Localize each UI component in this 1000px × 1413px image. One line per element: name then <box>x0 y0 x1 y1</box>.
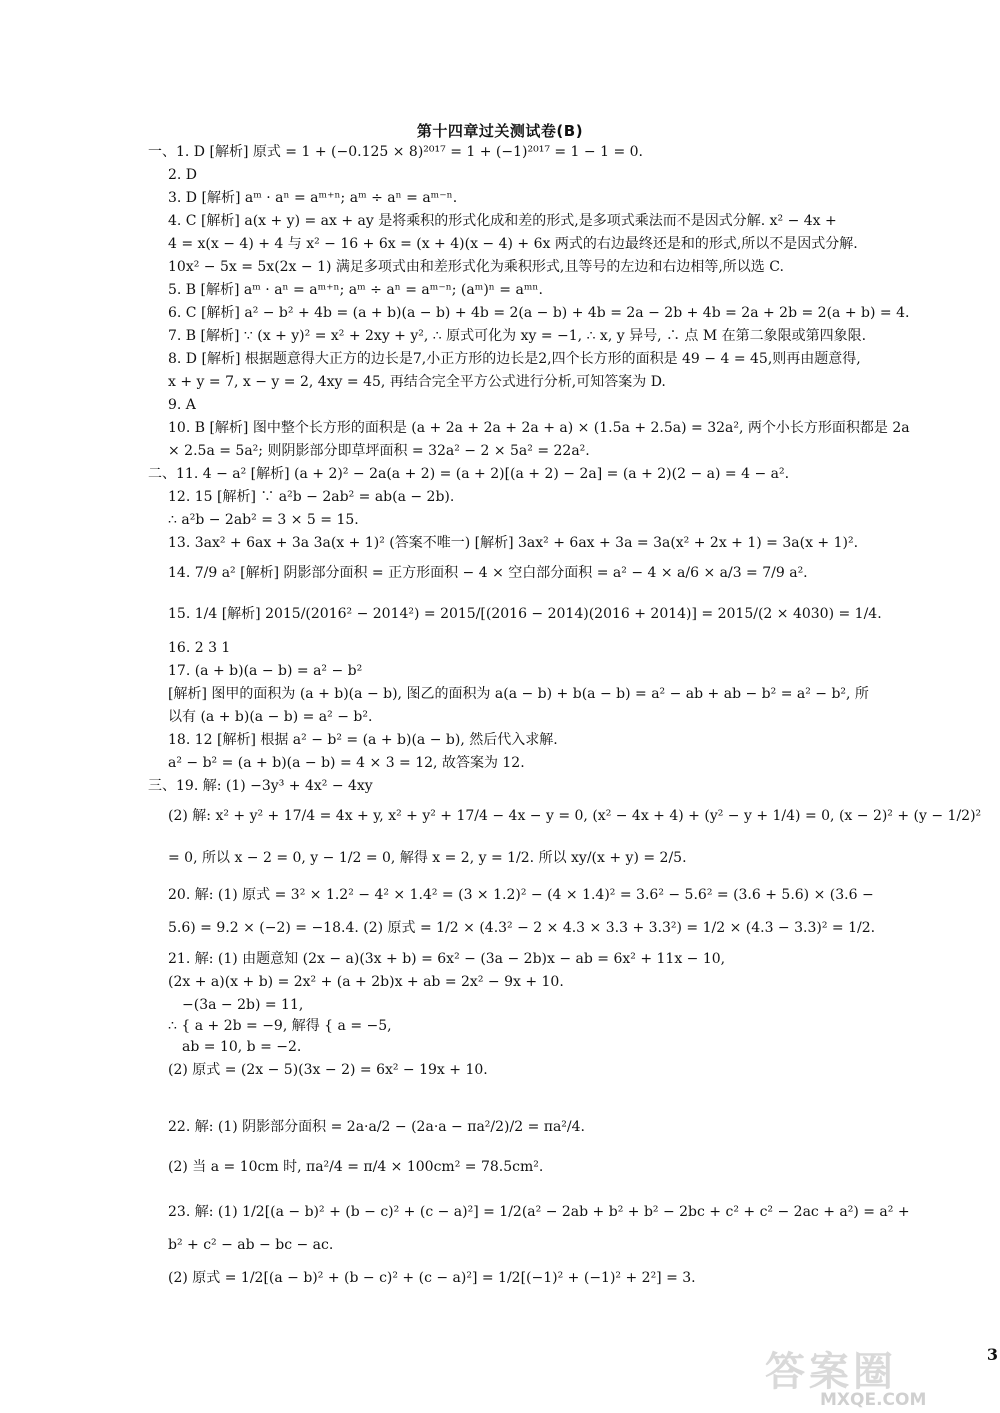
answer-line: 15. 1/4 [解析] 2015/(2016² − 2014²) = 2015/[(2016 − 2014)(2016 + 2014)] = 2015/(2 × 4030) = 1/4. <box>168 606 882 622</box>
answer-line: 18. 12 [解析] 根据 a² − b² = (a + b)(a − b), 然后代入求解. <box>168 732 558 748</box>
answer-line: a² − b² = (a + b)(a − b) = 4 × 3 = 12, 故答案为 12. <box>168 755 525 771</box>
answer-line: [解析] 图甲的面积为 (a + b)(a − b), 图乙的面积为 a(a − b) + b(a − b) = a² − ab + ab − b² = a² − b², 所 <box>168 686 869 702</box>
answer-line: 5.6) = 9.2 × (−2) = −18.4. (2) 原式 = 1/2 × (4.3² − 2 × 4.3 × 3.3 + 3.3²) = 1/2 × (4.3 − 3.3)² = 1/2. <box>168 920 876 936</box>
answer-line: 5. B [解析] aᵐ · aⁿ = aᵐ⁺ⁿ; aᵐ ÷ aⁿ = aᵐ⁻ⁿ; (aᵐ)ⁿ = aᵐⁿ. <box>168 282 543 298</box>
answer-line: 14. 7/9 a² [解析] 阴影部分面积 = 正方形面积 − 4 × 空白部分面积 = a² − 4 × a/6 × a/3 = 7/9 a². <box>168 565 808 581</box>
answer-line: (2x + a)(x + b) = 2x² + (a + 2b)x + ab = 2x² − 9x + 10. <box>168 974 564 990</box>
answer-line: 2. D <box>168 167 198 183</box>
answer-line: 22. 解: (1) 阴影部分面积 = 2a·a/2 − (2a·a − πa²/2)/2 = πa²/4. <box>168 1119 585 1135</box>
answer-line: = 0, 所以 x − 2 = 0, y − 1/2 = 0, 解得 x = 2, y = 1/2. 所以 xy/(x + y) = 2/5. <box>168 850 687 866</box>
answer-line: ab = 10, b = −2. <box>182 1039 302 1055</box>
answer-line: 4. C [解析] a(x + y) = ax + ay 是将乘积的形式化成和差的形式,是多项式乘法而不是因式分解. x² − 4x + <box>168 213 837 229</box>
watermark <box>735 1340 985 1410</box>
answer-line: 8. D [解析] 根据题意得大正方的边长是7,小正方形的边长是2,四个长方形的面积是 49 − 4 = 45,则再由题意得, <box>168 351 861 367</box>
watermark-logo: 答案圈 <box>765 1349 897 1395</box>
answer-line: 6. C [解析] a² − b² + 4b = (a + b)(a − b) + 4b = 2(a − b) + 4b = 2a − 2b + 4b = 2a + 2b = 2(a + b) = 4. <box>168 305 910 321</box>
answer-line: 20. 解: (1) 原式 = 3² × 1.2² − 4² × 1.4² = (3 × 1.2)² − (4 × 1.4)² = 3.6² − 5.6² = (3.6 + 5.6) × (3.6 − <box>168 887 874 903</box>
answer-line: 21. 解: (1) 由题意知 (2x − a)(3x + b) = 6x² − (3a − 2b)x − ab = 6x² + 11x − 10, <box>168 951 726 967</box>
answer-line: 9. A <box>168 397 196 413</box>
answer-line: 二、11. 4 − a² [解析] (a + 2)² − 2a(a + 2) = (a + 2)[(a + 2) − 2a] = (a + 2)(2 − a) = 4 − a². <box>148 466 790 482</box>
answer-line: 13. 3ax² + 6ax + 3a 3a(x + 1)² (答案不唯一) [解析] 3ax² + 6ax + 3a = 3a(x² + 2x + 1) = 3a(x + 1)². <box>168 535 859 551</box>
answer-line: 一、1. D [解析] 原式 = 1 + (−0.125 × 8)²⁰¹⁷ = 1 + (−1)²⁰¹⁷ = 1 − 1 = 0. <box>148 144 643 160</box>
answer-line: 10x² − 5x = 5x(2x − 1) 满足多项式由和差形式化为乘积形式,且等号的左边和右边相等,所以选 C. <box>168 259 784 275</box>
answer-line: × 2.5a = 5a²; 则阴影部分即草坪面积 = 32a² − 2 × 5a² = 22a². <box>168 443 590 459</box>
answer-line: (2) 解: x² + y² + 17/4 = 4x + y, x² + y² + 17/4 − 4x − y = 0, (x² − 4x + 4) + (y² − y + 1/4) = 0, (x − 2)² + (y − 1/2)² <box>168 808 982 824</box>
answer-line: −(3a − 2b) = 11, <box>182 997 304 1013</box>
answer-line: 23. 解: (1) 1/2[(a − b)² + (b − c)² + (c − a)²] = 1/2(a² − 2ab + b² + b² − 2bc + c² + c² − 2ac + a²) = a² + <box>168 1204 910 1220</box>
answer-line: ∴ a²b − 2ab² = 3 × 5 = 15. <box>168 512 359 528</box>
answer-line: 4 = x(x − 4) + 4 与 x² − 16 + 6x = (x + 4)(x − 4) + 6x 两式的右边最终还是和的形式,所以不是因式分解. <box>168 236 858 252</box>
page-number: 3 <box>986 1345 998 1364</box>
answer-line: b² + c² − ab − bc − ac. <box>168 1237 334 1253</box>
answer-line: 12. 15 [解析] ∵ a²b − 2ab² = ab(a − 2b). <box>168 489 455 505</box>
answer-line: (2) 原式 = 1/2[(a − b)² + (b − c)² + (c − a)²] = 1/2[(−1)² + (−1)² + 2²] = 3. <box>168 1270 696 1286</box>
answer-line: 17. (a + b)(a − b) = a² − b² <box>168 663 363 679</box>
answer-line: 10. B [解析] 图中整个长方形的面积是 (a + 2a + 2a + 2a + a) × (1.5a + 2.5a) = 32a², 两个小长方形面积都是 2a <box>168 420 910 436</box>
answer-line: (2) 当 a = 10cm 时, πa²/4 = π/4 × 100cm² = 78.5cm². <box>168 1159 544 1175</box>
answer-line: (2) 原式 = (2x − 5)(3x − 2) = 6x² − 19x + 10. <box>168 1062 488 1078</box>
answer-line: 3. D [解析] aᵐ · aⁿ = aᵐ⁺ⁿ; aᵐ ÷ aⁿ = aᵐ⁻ⁿ. <box>168 190 458 206</box>
answer-line: 以有 (a + b)(a − b) = a² − b². <box>168 709 373 725</box>
watermark-url: MXQE.COM <box>820 1390 927 1410</box>
answer-line: 三、19. 解: (1) −3y³ + 4x² − 4xy <box>148 778 373 794</box>
answer-line: x + y = 7, x − y = 2, 4xy = 45, 再结合完全平方公式进行分析,可知答案为 D. <box>168 374 666 390</box>
answer-line: 7. B [解析] ∵ (x + y)² = x² + 2xy + y², ∴ 原式可化为 xy = −1, ∴ x, y 异号, ∴ 点 M 在第二象限或第四象限. <box>168 328 867 344</box>
page-title: 第十四章过关测试卷(B) <box>416 122 584 140</box>
answer-line: ∴ { a + 2b = −9, 解得 { a = −5, <box>168 1018 392 1034</box>
answer-line: 16. 2 3 1 <box>168 640 231 656</box>
